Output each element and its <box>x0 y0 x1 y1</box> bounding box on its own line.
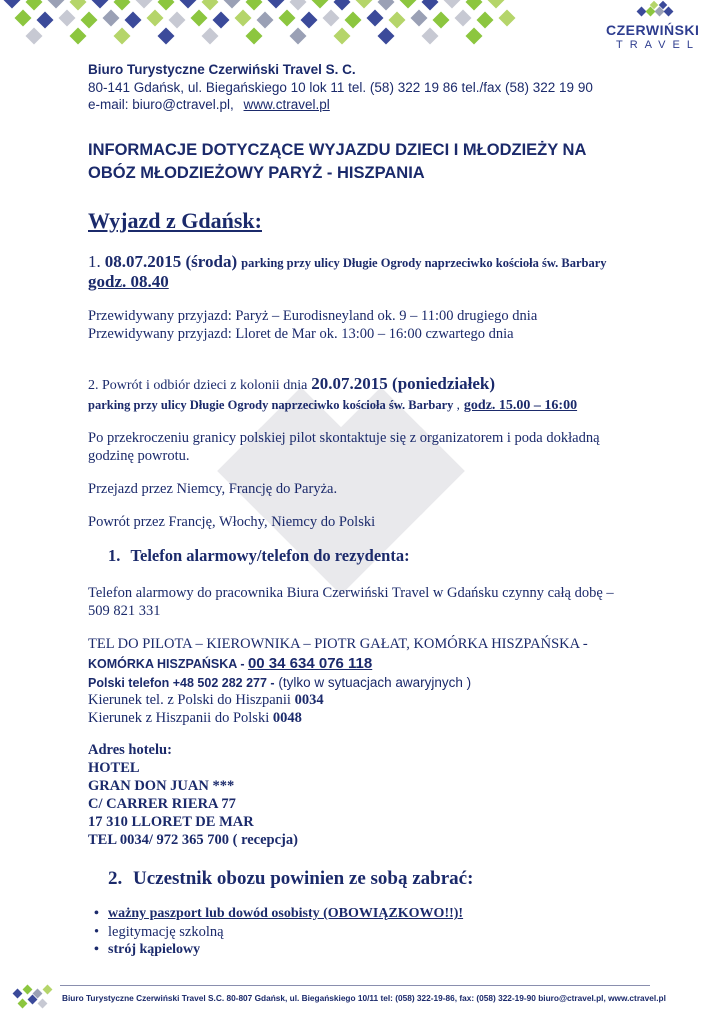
document-title-line2: OBÓZ MŁODZIEŻOWY PARYŻ - HISZPANIA <box>88 164 425 182</box>
polish-phone-line <box>88 674 471 692</box>
return-time: godz. 15.00 – 16:00 <box>463 398 578 413</box>
footer-text: Biuro Turystyczne Czerwiński Travel S.C. 80-807 Gdańsk, ul. Biegańskiego 10/11 tel: (058) 322-19-86, fax: (058) 322-19-90 biuro@ctravel.pl, www.ctravel.pl <box>62 993 666 1003</box>
pilot-phone: TEL DO PILOTA – KIEROWNIKA – PIOTR GAŁAT, KOMÓRKA HISZPAŃSKA - <box>88 636 588 652</box>
return-prefix: 2. Powrót i odbiór dzieci z kolonii dnia <box>88 378 308 393</box>
hotel-street: C/ CARRER RIERA 77 <box>88 796 236 812</box>
direction-es-pl <box>88 710 302 727</box>
route-back: Powrót przez Francję, Włochy, Niemcy do Polski <box>88 514 376 530</box>
departure-line <box>88 252 607 272</box>
list-item: • strój kąpielowy <box>108 942 200 958</box>
emergency-line1: Telefon alarmowy do pracownika Biura Czerwiński Travel w Gdańsku czynny całą dobę – <box>88 585 614 601</box>
list-item: • legitymację szkolną <box>108 924 224 941</box>
spain-phone-number: 00 34 634 076 118 <box>247 655 373 672</box>
logo-text-line1: CZERWIŃSKI <box>606 22 700 38</box>
email-text: e-mail: biuro@ctravel.pl, <box>88 97 234 112</box>
route-out: Przejazd przez Niemcy, Francję do Paryża. <box>88 481 338 497</box>
section1-num: 1. <box>108 546 121 565</box>
arrival-lloret: Przewidywany przyjazd: Lloret de Mar ok. 13:00 – 16:00 czwartego dnia <box>88 326 514 342</box>
company-name: Biuro Turystyczne Czerwiński Travel S. C. <box>88 62 356 77</box>
section-emergency-heading <box>108 546 410 566</box>
return-place-line <box>88 396 577 414</box>
section2-num: 2. <box>108 868 123 889</box>
spain-phone-line <box>88 655 372 673</box>
company-address: 80-141 Gdańsk, ul. Biegańskiego 10 lok 11 tel. (58) 322 19 86 tel./fax (58) 322 19 90 <box>88 80 593 95</box>
polish-phone-label: Polski telefon +48 502 282 277 - <box>88 676 275 690</box>
departure-date: 08.07.2015 (środa) <box>104 252 238 271</box>
hotel-label: Adres hotelu: <box>88 742 172 758</box>
section2-title: Uczestnik obozu powinien ze sobą zabrać: <box>133 868 474 889</box>
hotel-name: GRAN DON JUAN *** <box>88 778 235 794</box>
return-line <box>88 374 495 394</box>
departure-num: 1. <box>88 252 101 271</box>
list-item: • ważny paszport lub dowód osobisty (OBOWIĄZKOWO!!)! <box>108 906 463 922</box>
website-link[interactable]: www.ctravel.pl <box>243 97 330 112</box>
footer-rule <box>60 985 650 986</box>
pilot-info-line1: Po przekroczeniu granicy polskiej pilot skontaktuje się z organizatorem i poda dokładną <box>88 430 600 446</box>
direction-pl-es-code: 0034 <box>294 692 324 708</box>
spain-phone-label: KOMÓRKA HISZPAŃSKA - <box>88 657 248 671</box>
departure-place: parking przy ulicy Długie Ogrody naprzeciwko kościoła św. Barbary <box>241 256 607 270</box>
company-logo <box>600 2 705 62</box>
section-packing-heading <box>108 868 473 890</box>
arrival-paris: Przewidywany przyjazd: Paryż – Eurodisneyland ok. 9 – 11:00 drugiego dnia <box>88 308 538 324</box>
polish-phone-note: (tylko w sytuacjach awaryjnych ) <box>274 675 472 690</box>
return-date: 20.07.2015 (poniedziałek) <box>311 374 495 393</box>
hotel-phone: TEL 0034/ 972 365 700 ( recepcja) <box>88 832 298 848</box>
direction-es-pl-label: Kierunek z Hiszpanii do Polski <box>88 710 273 726</box>
direction-es-pl-code: 0048 <box>272 710 302 726</box>
emergency-line2: 509 821 331 <box>88 603 161 619</box>
departure-time: godz. 08.40 <box>88 272 169 291</box>
pilot-info-line2: godzinę powrotu. <box>88 448 190 464</box>
return-place: parking przy ulicy Długie Ogrody naprzeciwko kościoła św. Barbary <box>88 398 454 412</box>
direction-pl-es <box>88 692 324 709</box>
hotel-city: 17 310 LLORET DE MAR <box>88 814 254 830</box>
document-title-line1: INFORMACJE DOTYCZĄCE WYJAZDU DZIECI I MŁODZIEŻY NA <box>88 141 587 159</box>
return-comma: , <box>453 397 460 412</box>
contact-line <box>88 97 330 112</box>
logo-text-line2: TRAVEL <box>616 39 700 51</box>
departure-heading: Wyjazd z Gdańsk: <box>88 208 262 233</box>
direction-pl-es-label: Kierunek tel. z Polski do Hiszpanii <box>88 692 295 708</box>
section1-title: Telefon alarmowy/telefon do rezydenta: <box>130 546 410 565</box>
hotel-line1: HOTEL <box>88 760 140 776</box>
